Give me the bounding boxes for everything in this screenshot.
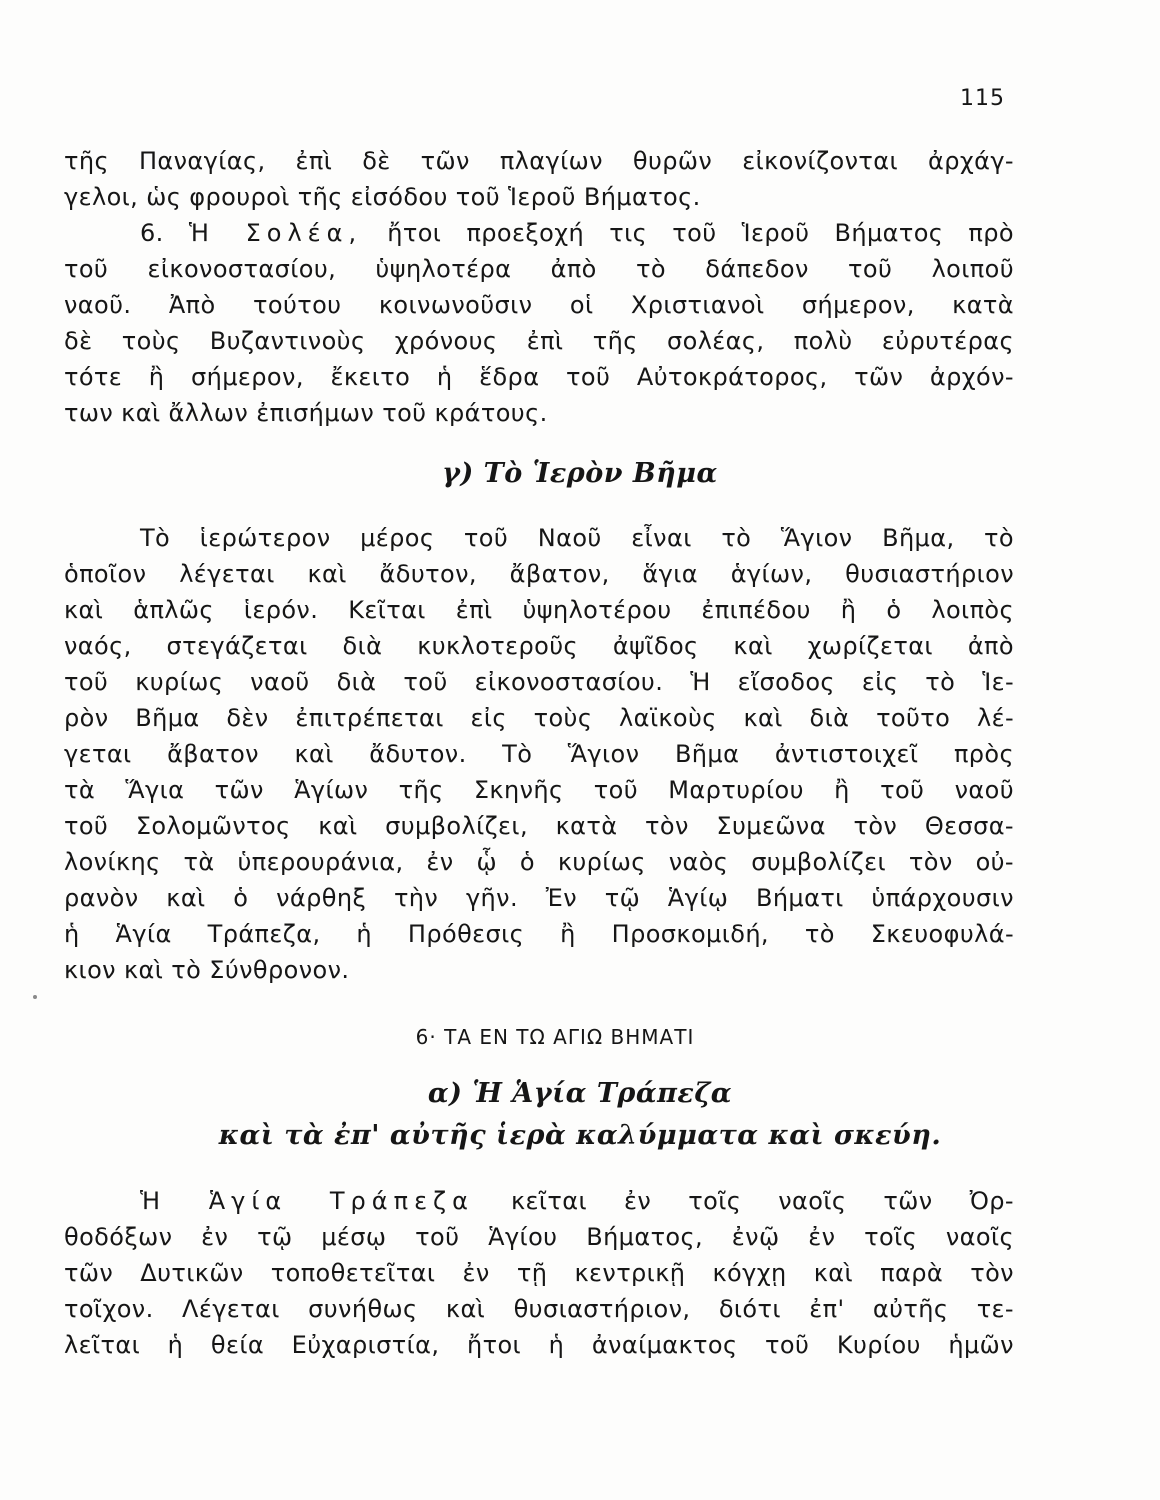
p4-line-1-rest: κεῖται ἐν τοῖς ναοῖς τῶν Ὀρ- (510, 1187, 1014, 1215)
p3-line-1: Τὸ ἱερώτερον μέρος τοῦ Ναοῦ εἶναι τὸ Ἅγιον Βῆμα, τὸ (140, 524, 1014, 552)
section-label: 6· ΤΑ ΕΝ ΤΩ ΑΓΙΩ ΒΗΜΑΤΙ (415, 1025, 695, 1049)
p2-line-5: τότε ἢ σήμερον, ἔκειτο ἡ ἕδρα τοῦ Αὐτοκράτορος, τῶν ἀρχόν- (64, 363, 1014, 391)
p4-term-agia-trapeza: Ἡ Ἁγία Τράπεζα (140, 1187, 474, 1215)
p2-line-1-rest: ἤτοι προεξοχή τις τοῦ Ἱεροῦ Βήματος πρὸ (387, 219, 1014, 247)
p3-line-13: κιον καὶ τὸ Σύνθρονον. (64, 956, 350, 984)
p2-term-solea: Ἡ Σολέα, (188, 219, 363, 247)
p2-number: 6. (140, 219, 164, 247)
p3-line-4: ναός, στεγάζεται διὰ κυκλοτεροῦς ἀψῖδος καὶ χωρίζεται ἀπὸ (64, 632, 1014, 660)
p3-line-6: ρὸν Βῆμα δὲν ἐπιτρέπεται εἰς τοὺς λαϊκοὺς καὶ διὰ τοῦτο λέ- (64, 704, 1014, 732)
heading-agia-trapeza: α) Ἡ Ἁγία Τράπεζα (427, 1078, 733, 1109)
p3-line-5: τοῦ κυρίως ναοῦ διὰ τοῦ εἰκονοστασίου. Ἡ εἴσοδος εἰς τὸ Ἱε- (64, 668, 1014, 696)
p3-line-3: καὶ ἁπλῶς ἱερόν. Κεῖται ἐπὶ ὑψηλοτέρου ἐπιπέδου ἢ ὁ λοιπὸς (64, 596, 1014, 624)
p2-line-4: δὲ τοὺς Βυζαντινοὺς χρόνους ἐπὶ τῆς σολέας, πολὺ εὐρυτέρας (64, 327, 1014, 355)
p3-line-12: ἡ Ἁγία Τράπεζα, ἡ Πρόθεσις ἢ Προσκομιδή, τὸ Σκευοφυλά- (64, 920, 1014, 948)
p4-line-1 (140, 1183, 1014, 1219)
p2-line-2: τοῦ εἰκονοστασίου, ὑψηλοτέρα ἀπὸ τὸ δάπεδον τοῦ λοιποῦ (64, 255, 1014, 283)
p3-line-2: ὁποῖον λέγεται καὶ ἄδυτον, ἄβατον, ἅγια ἁγίων, θυσιαστήριον (64, 560, 1014, 588)
p4-line-3: τῶν Δυτικῶν τοποθετεῖται ἐν τῇ κεντρικῇ κόγχῃ καὶ παρὰ τὸν (64, 1259, 1014, 1287)
p3-line-7: γεται ἄβατον καὶ ἄδυτον. Τὸ Ἅγιον Βῆμα ἀντιστοιχεῖ πρὸς (64, 740, 1014, 768)
p3-line-9: τοῦ Σολομῶντος καὶ συμβολίζει, κατὰ τὸν Συμεῶνα τὸν Θεσσα- (64, 812, 1014, 840)
p4-line-2: θοδόξων ἐν τῷ μέσῳ τοῦ Ἁγίου Βήματος, ἐνῷ ἐν τοῖς ναοῖς (64, 1223, 1014, 1251)
p3-line-11: ρανὸν καὶ ὁ νάρθηξ τὴν γῆν. Ἐν τῷ Ἁγίῳ Βήματι ὑπάρχουσιν (64, 884, 1014, 912)
scan-speck (33, 995, 37, 999)
p1-line-1: τῆς Παναγίας, ἐπὶ δὲ τῶν πλαγίων θυρῶν εἰκονίζονται ἀρχάγ- (64, 147, 1014, 175)
p1-line-2: γελοι, ὡς φρουροὶ τῆς εἰσόδου τοῦ Ἱεροῦ Βήματος. (64, 183, 701, 211)
heading-ieron-vima: γ) Τὸ Ἱερὸν Βῆμα (442, 458, 718, 489)
p2-line-3: ναοῦ. Ἀπὸ τούτου κοινωνοῦσιν οἱ Χριστιανοὶ σήμερον, κατὰ (64, 291, 1014, 319)
p3-line-8: τὰ Ἅγια τῶν Ἁγίων τῆς Σκηνῆς τοῦ Μαρτυρίου ἢ τοῦ ναοῦ (64, 776, 1014, 804)
p3-line-10: λονίκης τὰ ὑπερουράνια, ἐν ᾧ ὁ κυρίως ναὸς συμβολίζει τὸν οὐ- (64, 848, 1014, 876)
page-number: 115 (960, 86, 1005, 111)
p2-line-1 (140, 215, 1014, 251)
p4-line-5: λεῖται ἡ θεία Εὐχαριστία, ἤτοι ἡ ἀναίμακτος τοῦ Κυρίου ἡμῶν (64, 1331, 1014, 1359)
p4-line-4: τοῖχον. Λέγεται συνήθως καὶ θυσιαστήριον, διότι ἐπ' αὐτῆς τε- (64, 1295, 1014, 1323)
heading-agia-trapeza-subtitle: καὶ τὰ ἐπ' αὐτῆς ἱερὰ καλύμματα καὶ σκεύη. (218, 1120, 942, 1151)
p2-line-6: των καὶ ἄλλων ἐπισήμων τοῦ κράτους. (64, 399, 548, 427)
